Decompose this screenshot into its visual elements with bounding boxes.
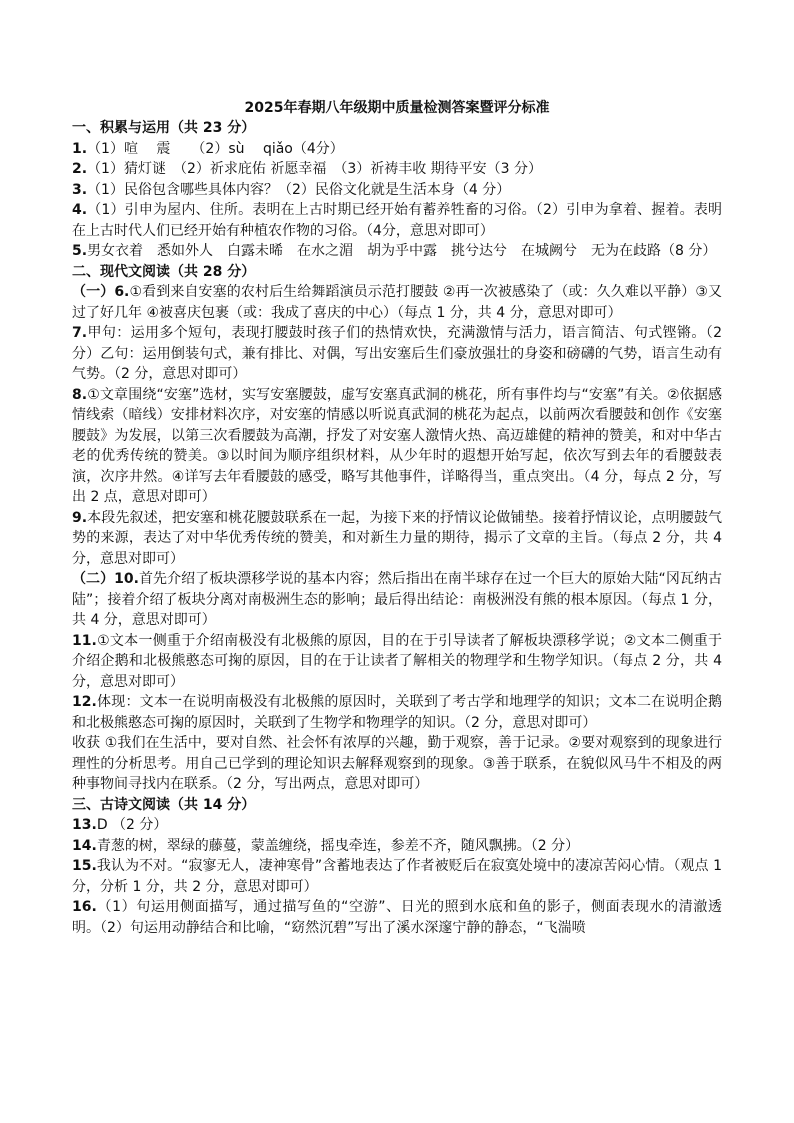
question-number: 13.: [72, 817, 97, 833]
answer-item: [72, 897, 722, 938]
document-title: 2025年春期八年级期中质量检测答案暨评分标准: [244, 100, 550, 116]
answer-text: 收获 ①我们在生活中，要对自然、社会怀有浓厚的兴趣，勤于观察，善于记录。②要对观察到的现象进行理性的分析思考。用自己已学到的理论知识去解释观察到的现象。③善于联系，在貌似风马牛不相及的两种事物间寻找内在联系。（2 分，写出两点，意思对即可）: [72, 735, 722, 792]
answer-item: [72, 631, 722, 693]
answer-item: [72, 180, 722, 201]
answer-text: ①文章围绕“安塞”选材，实写安塞腰鼓，虚写安塞真武洞的桃花，所有事件均与“安塞”有关。②依据感情线索（暗线）安排材料次序，对安塞的情感以听说真武洞的桃花为起点，以前两次看腰鼓和创作《安塞腰鼓》为发展，以第三次看腰鼓为高潮，抒发了对安塞人激情火热、高迈雄健的精神的赞美，和对中华古老的优秀传统的赞美。③以时间为顺序组织材料，从少年时的遐想开始写起，依次写到去年的看腰鼓表演，次序井然。④详写去年看腰鼓的感受，略写其他事件，详略得当，重点突出。（4 分，每点 2 分，写出 2 点，意思对即可）: [72, 386, 722, 505]
question-number: （二）10.: [72, 571, 139, 587]
answer-text: （1）喧 震 （2）sù qiǎo（4分）: [87, 140, 344, 157]
answer-text: 体现：文本一在说明南极没有北极熊的原因时，关联到了考古学和地理学的知识；文本二在说明企鹅和北极熊憨态可掬的原因时，关联到了生物学和物理学的知识。（2 分，意思对即可）: [72, 694, 722, 731]
answer-item: [72, 159, 722, 180]
answer-item: [72, 282, 722, 323]
question-number: 1.: [72, 140, 88, 157]
answer-text: （1）句运用侧面描写，通过描写鱼的“空游”、日光的照到水底和鱼的影子，侧面表现水的清澈透明。（2）句运用动静结合和比喻，“窈然沉碧”写出了溪水深邃宁静的静态，“飞湍喷: [72, 899, 722, 936]
answer-text: 首先介绍了板块漂移学说的基本内容；然后指出在南半球存在过一个巨大的原始大陆“冈瓦纳古陆”；接着介绍了板块分离对南极洲生态的影响；最后得出结论：南极洲没有熊的根本原因。（每点 1 分，共 4 分，意思对即可）: [72, 571, 722, 628]
question-number: 7.: [72, 325, 88, 341]
answer-item: [72, 569, 722, 631]
answer-text: 青葱的树，翠绿的藤蔓，蒙盖缠绕，摇曳牵连，参差不齐，随风飘拂。（2 分）: [96, 837, 580, 854]
question-number: 11.: [72, 632, 97, 649]
question-number: 9.: [72, 509, 88, 526]
section-heading-3: 三、古诗文阅读（共 14 分）: [72, 796, 256, 813]
answer-text: 本段先叙述，把安塞和桃花腰鼓联系在一起，为接下来的抒情议论做铺垫。接着抒情议论，点明腰鼓气势的来源，表达了对中华优秀传统的赞美，和对新生力量的期待，揭示了文章的主旨。（每点 2 分，共 4 分，意思对即可）: [72, 509, 722, 567]
question-number: 16.: [72, 899, 97, 915]
answer-text: （1）民俗包含哪些具体内容？（2）民俗文化就是生活本身（4 分）: [87, 181, 511, 198]
answer-text: D （2 分）: [96, 817, 168, 833]
section-heading-1: 一、积累与运用（共 23 分）: [72, 120, 256, 136]
question-number: 14.: [72, 837, 97, 854]
question-number: 5.: [72, 243, 88, 259]
answer-item: [72, 385, 722, 508]
answer-item: [72, 815, 722, 836]
question-number: 12.: [72, 694, 97, 710]
answer-text: （1）猜灯谜 （2）祈求庇佑 祈愿幸福 （3）祈祷丰收 期待平安（3 分）: [87, 161, 543, 177]
section-heading-2: 二、现代文阅读（共 28 分）: [72, 263, 256, 280]
answer-item: [72, 323, 722, 385]
answer-text: 男女衣着 悉如外人 白露未晞 在水之湄 胡为乎中露 挑兮达兮 在城阙兮 无为在歧路（8 分）: [87, 243, 717, 259]
question-number: 8.: [72, 386, 88, 403]
answer-text: 我认为不对。“寂寥无人，凄神寒骨”含蓄地表达了作者被贬后在寂寞处境中的凄凉苦闷心情。（观点 1 分，分析 1 分，共 2 分，意思对即可）: [72, 858, 722, 895]
answer-text: ①文本一侧重于介绍南极没有北极熊的原因，目的在于引导读者了解板块漂移学说；②文本二侧重于介绍企鹅和北极熊憨态可掬的原因，目的在于让读者了解相关的物理学和生物学知识。（每点 2 分，共 4 分，意思对即可）: [72, 632, 722, 690]
question-number: （一）6.: [72, 284, 130, 300]
answer-text: （1）引申为屋内、住所。表明在上古时期已经开始有蓄养牲畜的习俗。（2）引申为拿着、握着。表明在上古时代人们已经开始有种植农作物的习俗。（4分，意思对即可）: [72, 202, 722, 239]
answer-item: [72, 508, 722, 570]
question-number: 2.: [72, 161, 88, 177]
answer-text: 甲句：运用多个短句，表现打腰鼓时孩子们的热情欢快，充满激情与活力，语言简洁、句式铿锵。（2 分）乙句：运用倒装句式，兼有排比、对偶，写出安塞后生们豪放强壮的身姿和磅礴的气势，语言生动有气势。（2 分，意思对即可）: [72, 325, 722, 382]
answer-text: ①看到来自安塞的农村后生给舞蹈演员示范打腰鼓 ②再一次被感染了（或：久久难以平静）③又过了好几年 ④被喜庆包裹（或：我成了喜庆的中心）（每点 1 分，共 4 分，意思对即可）: [72, 284, 722, 321]
answer-item: [72, 856, 722, 897]
question-number: 15.: [72, 858, 97, 874]
question-number: 4.: [72, 202, 88, 218]
answer-item: [72, 836, 722, 857]
answer-item: [72, 200, 722, 241]
answer-item: [72, 241, 722, 262]
answer-item: [72, 733, 722, 795]
question-number: 3.: [72, 181, 88, 198]
answer-item: [72, 692, 722, 733]
answer-item: [72, 139, 722, 160]
